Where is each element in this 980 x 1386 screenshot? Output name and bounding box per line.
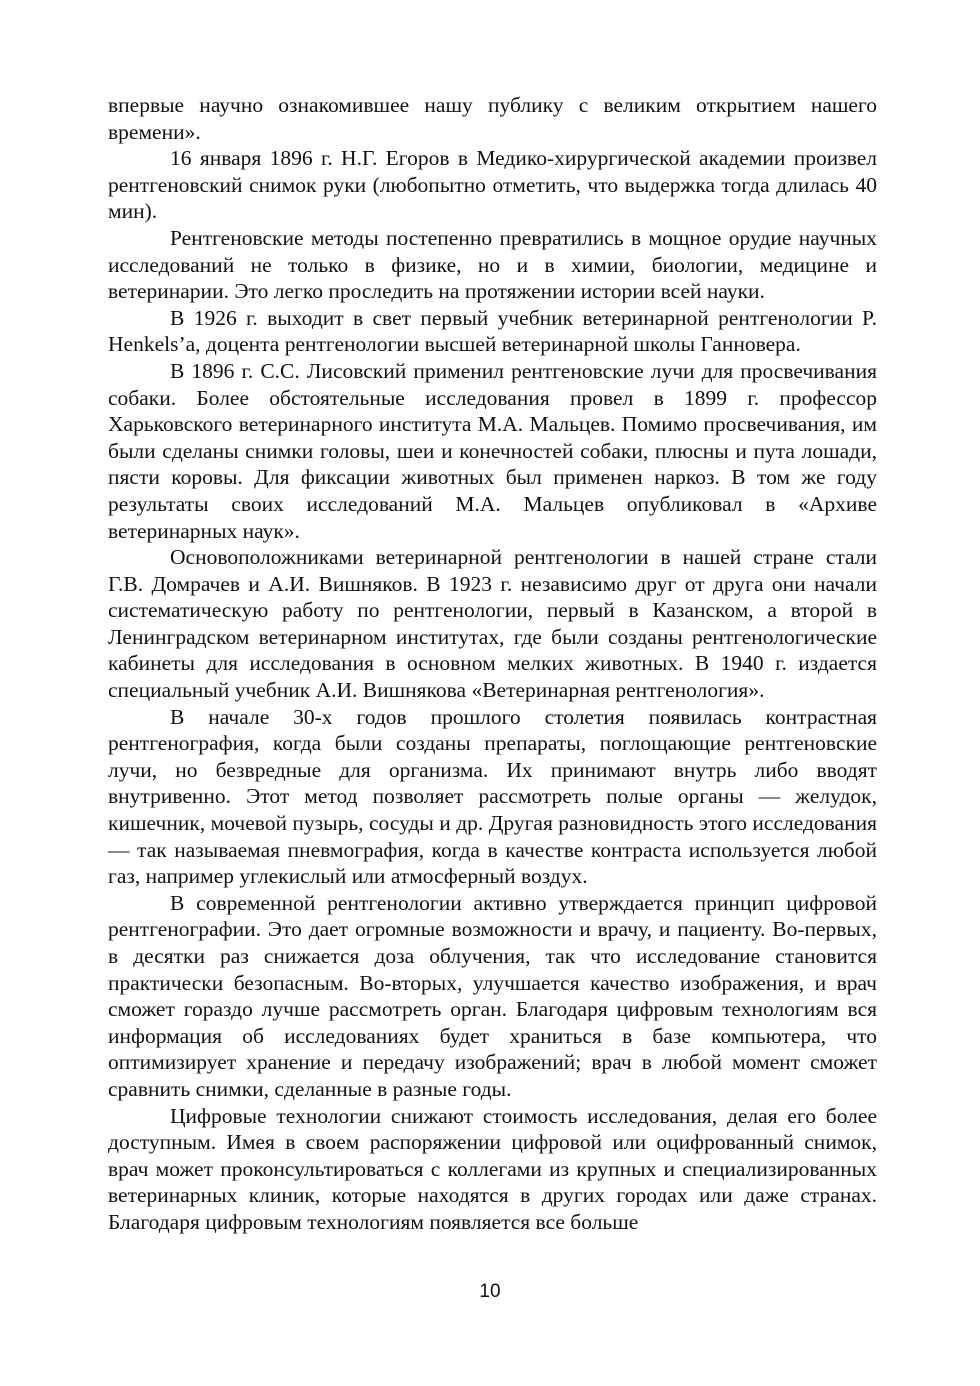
paragraph-egorov-1896: 16 января 1896 г. Н.Г. Егоров в Медико-хирургической академии произвел рентгеновский снимок руки (любопытно отметить, что выдержка тогда длилась 40 мин). [108,146,877,224]
paragraph-digital-technologies: Цифровые технологии снижают стоимость исследования, делая его более доступным. Имея в своем распоряжении цифровой или оцифрованный снимок, врач может проконсультироваться с коллегами из крупных и специализированных ветеринарных клиник, которые находятся в других городах или даже странах. Благодаря цифровым технологиям появляется все больше [108,1103,877,1234]
paragraph-domrachev-vishnyakov: Основоположниками ветеринарной рентгенологии в нашей стране стали Г.В. Домрачев и А.И. Вишняков. В 1923 г. независимо друг от друга они начали систематическую работу по рентгенологии, первый в Казанском, а второй в Ленинградском ветеринарном институтах, где были созданы рентгенологические кабинеты для исследования в основном мелких животных. В 1940 г. издается специальный учебник А.И. Вишнякова «Ветеринарная рентгенология». [108,545,877,703]
paragraph-lisovsky-maltsev: В 1896 г. С.С. Лисовский применил рентгеновские лучи для просвечивания собаки. Более обстоятельные исследования провел в 1899 г. профессор Харьковского ветеринарного института М.А. Мальцев. Помимо просвечивания, им были сделаны снимки головы, шеи и конечностей собаки, плюсны и пута лошади, пясти коровы. Для фиксации животных был применен наркоз. В том же году результаты своих исследований М.А. Мальцев опубликовал в «Архиве ветеринарных наук». [108,358,877,543]
paragraph-henkels-textbook: В 1926 г. выходит в свет первый учебник ветеринарной рентгенологии P. Henkels’a, доцента рентгенологии высшей ветеринарной школы Ганновера. [108,305,877,357]
paragraph-continuation: впервые научно ознакомившее нашу публику с великим открытием нашего времени». [108,93,877,144]
page-number: 10 [479,1281,501,1302]
paragraph-xray-methods: Рентгеновские методы постепенно превратились в мощное орудие научных исследований не только в физике, но и в химии, биологии, медицине и ветеринарии. Это легко проследить на протяжении истории всей науки. [108,225,877,304]
paragraph-digital-radiography: В современной рентгенологии активно утверждается принцип цифровой рентгенографии. Это дает огромные возможности и врачу, и пациенту. Во-первых, в десятки раз снижается доза облучения, так что исследование становится практически безопасным. Во-вторых, улучшается качество изображения, и врач сможет гораздо лучше рассмотреть орган. Благодаря цифровым технологиям вся информация об исследованиях будет храниться в базе компьютера, что оптимизирует хранение и передачу изображений; врач в любой момент сможет сравнить снимки, сделанные в разные годы. [108,890,877,1101]
page-body [108,92,877,1236]
paragraph-contrast-radiography: В начале 30-х годов прошлого столетия появилась контрастная рентгенография, когда были созданы препараты, поглощающие рентгеновские лучи, но безвредные для организма. Их принимают внутрь либо вводят внутривенно. Этот метод позволяет рассмотреть полые органы — желудок, кишечник, мочевой пузырь, сосуды и др. Другая разновидность этого исследования — так называемая пневмография, когда в качестве контраста используется любой газ, например углекислый или атмосферный воздух. [108,704,877,889]
